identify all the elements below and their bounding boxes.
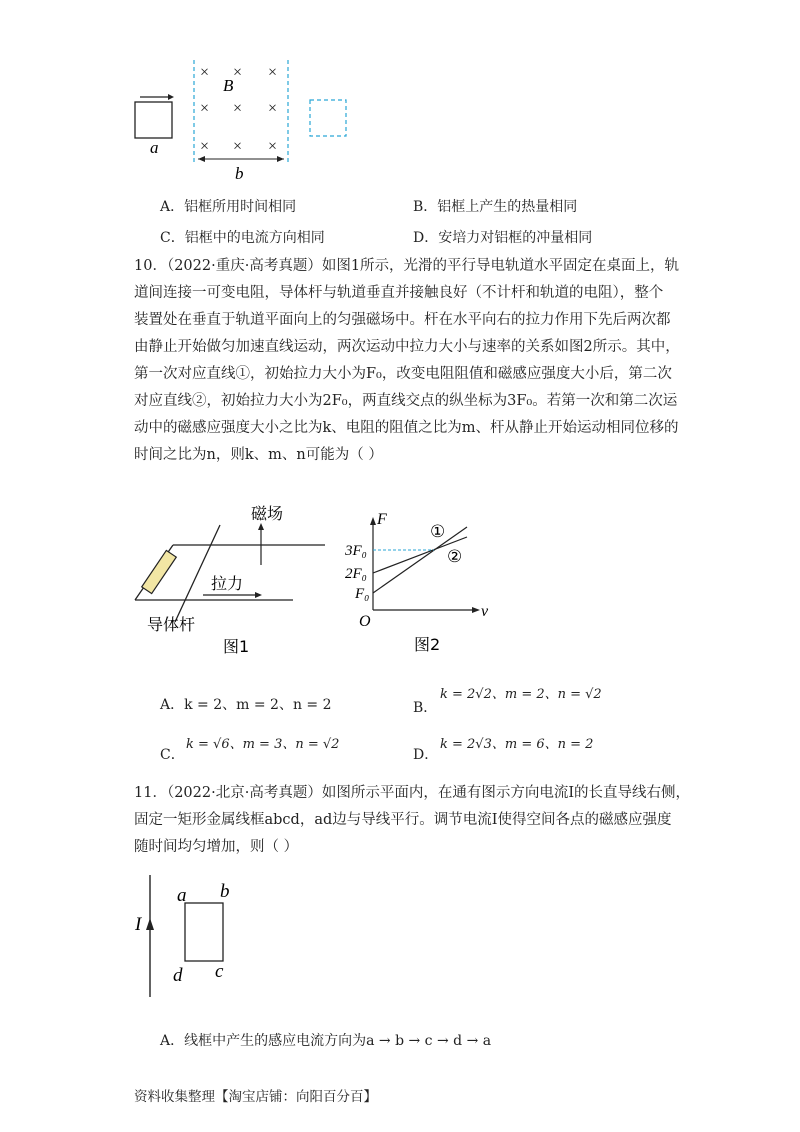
line-2-label: ② bbox=[447, 547, 463, 567]
aluminum-frame-dashed bbox=[310, 100, 346, 136]
q11-stem bbox=[134, 780, 690, 861]
figure-1-rails bbox=[125, 500, 335, 660]
svg-text:×: × bbox=[268, 100, 278, 117]
tick-2F0: 2F₀ bbox=[345, 566, 367, 582]
footer-note: 资料收集整理【淘宝店铺：向阳百分百】 bbox=[134, 1089, 377, 1105]
q11-option-a: A．线框中产生的感应电流方向为a → b → c → d → a bbox=[160, 1033, 492, 1049]
label-field: 磁场 bbox=[251, 504, 284, 523]
q10-line: 时间之比为n，则k、m、n可能为（ ） bbox=[134, 447, 383, 463]
line-1-label: ① bbox=[430, 522, 446, 542]
svg-text:×: × bbox=[200, 64, 210, 81]
svg-text:×: × bbox=[233, 100, 243, 117]
q10-line: 由静止开始做匀加速直线运动，两次运动中拉力大小与速率的关系如图2所示。其中， bbox=[134, 339, 680, 355]
label-c: c bbox=[215, 961, 224, 982]
variable-resistor bbox=[142, 550, 177, 593]
svg-text:×: × bbox=[200, 100, 210, 117]
q9-option-a: A．铝框所用时间相同 bbox=[160, 199, 297, 215]
field-crosses bbox=[200, 64, 277, 155]
label-I: I bbox=[135, 914, 142, 935]
q9-option-c: C．铝框中的电流方向相同 bbox=[160, 230, 325, 246]
figure-q11-wire-loop bbox=[125, 870, 245, 1000]
q10-option-d-letter: D． bbox=[413, 747, 439, 763]
rectangular-loop bbox=[185, 903, 223, 961]
label-a: a bbox=[177, 885, 187, 906]
q10-option-d: k = 2√3、m = 6、n = 2 bbox=[440, 737, 594, 752]
q11-line: 11．（2022·北京·高考真题）如图所示平面内，在通有图示方向电流I的长直导线右侧， bbox=[134, 785, 691, 801]
svg-text:×: × bbox=[200, 138, 210, 155]
q10-line: 道间连接一可变电阻，导体杆与轨道垂直并接触良好（不计杆和轨道的电阻），整个 bbox=[134, 285, 664, 301]
q10-stem bbox=[134, 253, 680, 469]
svg-text:×: × bbox=[233, 64, 243, 81]
q11-line: 随时间均匀增加，则（ ） bbox=[134, 839, 299, 855]
q10-line: 第一次对应直线①，初始拉力大小为F₀，改变电阻阻值和磁感应强度大小后，第二次 bbox=[134, 366, 672, 382]
label-b: b bbox=[220, 881, 230, 902]
fig2-caption: 图2 bbox=[414, 635, 441, 654]
tick-3F0: 3F₀ bbox=[345, 543, 367, 559]
svg-text:×: × bbox=[268, 64, 278, 81]
q10-line: 装置处在垂直于轨道平面向上的匀强磁场中。杆在水平向右的拉力作用下先后两次都 bbox=[134, 312, 671, 328]
q10-option-c: k = √6、m = 3、n = √2 bbox=[186, 737, 340, 752]
svg-text:×: × bbox=[233, 138, 243, 155]
q10-option-c-letter: C． bbox=[160, 747, 185, 763]
label-rod: 导体杆 bbox=[147, 615, 196, 634]
svg-text:×: × bbox=[268, 138, 278, 155]
label-d: d bbox=[173, 965, 183, 986]
q10-option-b-letter: B． bbox=[413, 700, 438, 716]
q10-line: 动中的磁感应强度大小之比为k、电阻的阻值之比为m、杆从静止开始运动相同位移的 bbox=[134, 420, 679, 436]
origin-label: O bbox=[359, 613, 371, 630]
q10-line: 10．（2022·重庆·高考真题）如图1所示，光滑的平行导电轨道水平固定在桌面上，轨 bbox=[134, 258, 680, 274]
q10-line: 对应直线②，初始拉力大小为2F₀，两直线交点的纵坐标为3F₀。若第一次和第二次运 bbox=[134, 393, 678, 409]
aluminum-frame bbox=[135, 102, 172, 138]
q9-option-b: B．铝框上产生的热量相同 bbox=[413, 199, 578, 215]
axis-label-v: v bbox=[481, 603, 489, 620]
label-B: B bbox=[223, 76, 234, 95]
figure-2-graph bbox=[335, 505, 495, 660]
tick-F0: F₀ bbox=[355, 586, 370, 602]
q9-option-d: D．安培力对铝框的冲量相同 bbox=[413, 230, 593, 246]
q10-option-a: A．k = 2、m = 2、n = 2 bbox=[160, 697, 332, 713]
q11-line: 固定一矩形金属线框abcd，ad边与导线平行。调节电流I使得空间各点的磁感应强度 bbox=[134, 812, 672, 828]
figure-field-region bbox=[120, 55, 380, 185]
label-a: a bbox=[150, 138, 159, 157]
label-b: b bbox=[235, 164, 244, 183]
label-force: 拉力 bbox=[211, 574, 244, 593]
fig1-caption: 图1 bbox=[223, 637, 250, 656]
q10-option-b: k = 2√2、m = 2、n = √2 bbox=[440, 687, 602, 702]
axis-label-F: F bbox=[377, 511, 387, 528]
